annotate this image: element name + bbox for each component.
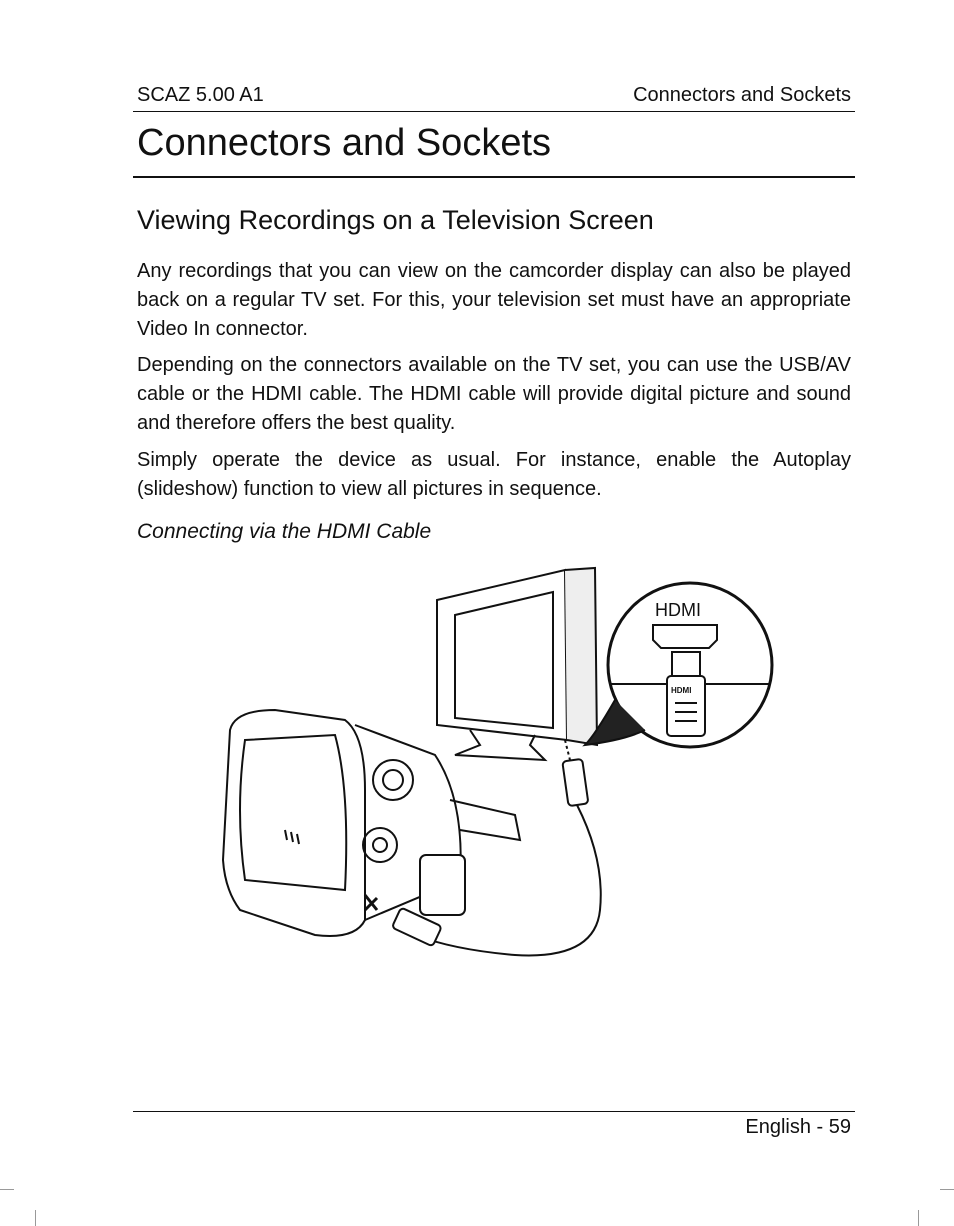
tv-monitor-icon <box>437 568 597 760</box>
footer-rule <box>133 1111 855 1112</box>
crop-mark <box>0 1189 14 1190</box>
crop-mark <box>35 1210 36 1226</box>
subsection-heading: Connecting via the HDMI Cable <box>137 520 432 543</box>
crop-mark <box>940 1189 954 1190</box>
page-number: English - 59 <box>745 1116 851 1138</box>
header-model: SCAZ 5.00 A1 <box>137 84 264 106</box>
paragraph: Depending on the connectors available on the TV set, you can use the USB/AV cable or the HDMI cable. The HDMI cable will provide digital picture and sound and therefore offers the best quality. <box>137 354 851 434</box>
plug-hdmi-label: HDMI <box>671 686 692 695</box>
hdmi-cable-icon <box>392 740 601 955</box>
camcorder-icon <box>223 710 520 936</box>
inset-hdmi-label: HDMI <box>655 600 701 620</box>
header-chapter: Connectors and Sockets <box>633 84 851 106</box>
header-rule <box>133 111 855 112</box>
paragraph: Simply operate the device as usual. For instance, enable the Autoplay (slideshow) function to view all pictures in sequence. <box>137 449 851 500</box>
hdmi-connection-illustration <box>215 560 775 990</box>
section-heading: Viewing Recordings on a Television Screen <box>137 205 654 235</box>
crop-mark <box>918 1210 919 1226</box>
hdmi-inset <box>585 583 772 747</box>
paragraph: Any recordings that you can view on the camcorder display can also be played back on a regular TV set. For this, your television set must have an appropriate Video In connector. <box>137 260 851 340</box>
page-title: Connectors and Sockets <box>137 122 552 164</box>
title-rule <box>133 176 855 178</box>
